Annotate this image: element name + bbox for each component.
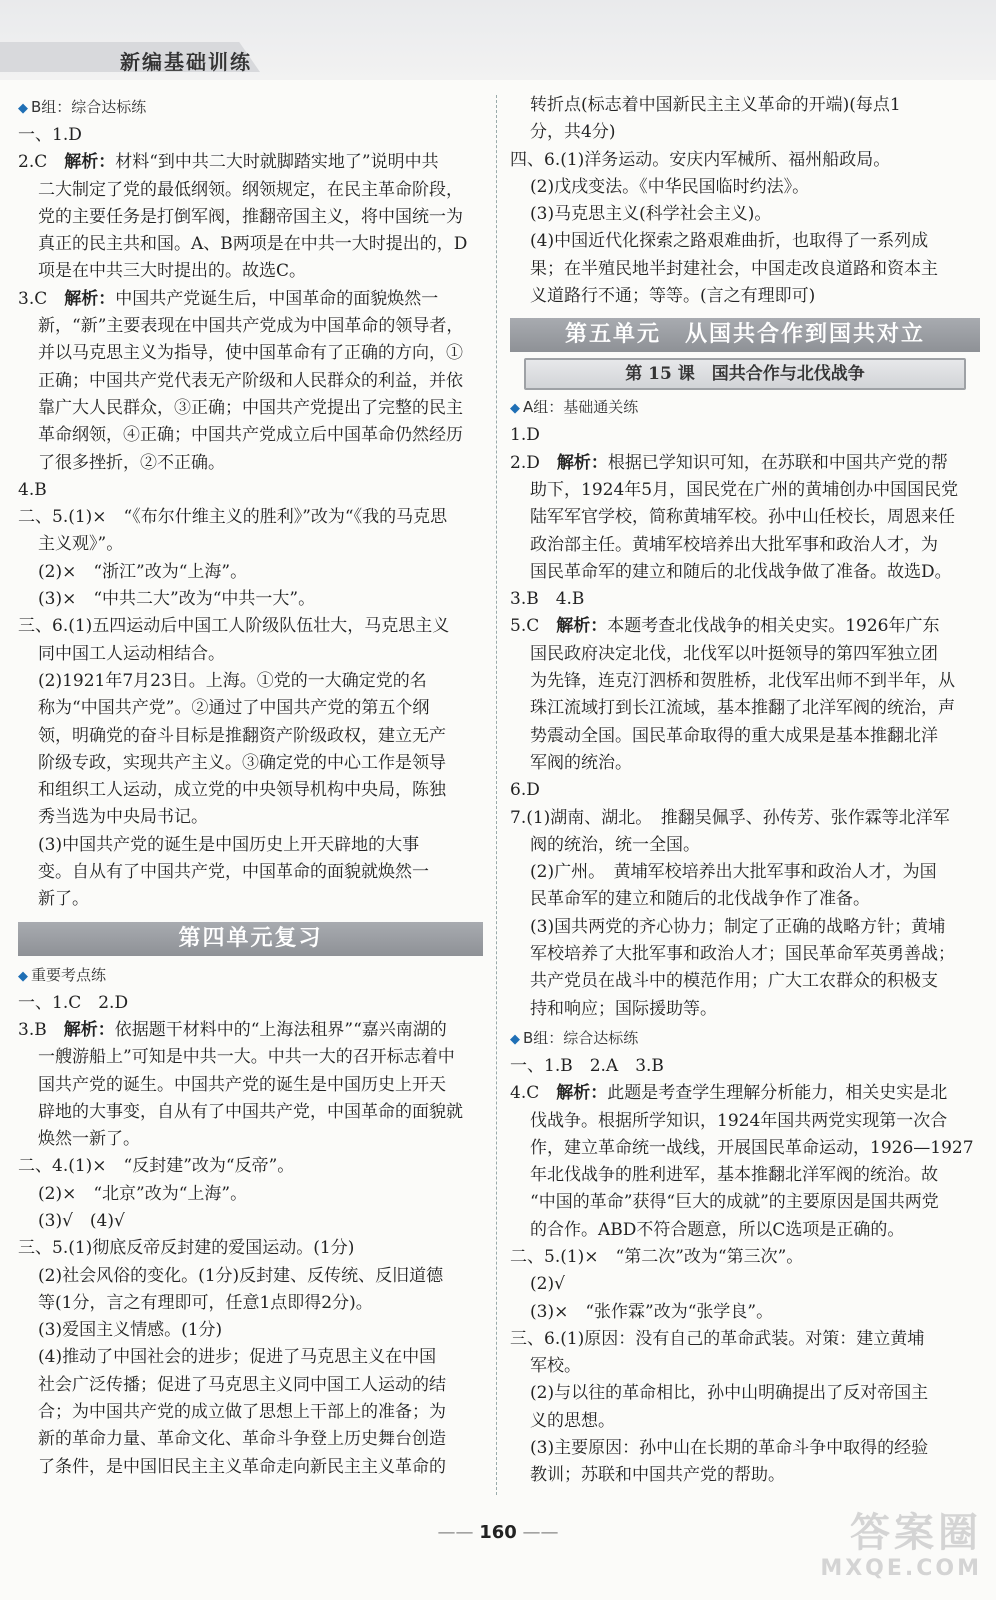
answer-line: 了很多挫折，②不正确。: [38, 452, 225, 473]
answer-line: 年北伐战争的胜利进军，基本推翻北洋军阀的统治。故: [530, 1165, 938, 1186]
answer-line: 4.B: [18, 479, 47, 500]
answer-line: 一、1.B 2.A 3.B: [510, 1055, 664, 1076]
answer-line: 果；在半殖民地半封建社会，中国走改良道路和资本主: [530, 258, 938, 279]
answer-line: (3)主要原因：孙中山在长期的革命斗争中取得的经验: [530, 1438, 929, 1459]
answer-line: (3)× “张作霖”改为“张学良”。: [530, 1301, 774, 1322]
answer-a5: 5.C 解析：本题考查北伐战争的相关史实。1926年广东: [510, 616, 940, 637]
answer-line: 二、5.(1)× “《布尔什维主义的胜利》”改为“《我的马克思: [18, 507, 448, 528]
answer-line: 等(1分，言之有理即可，任意1点即得2分)。: [38, 1292, 373, 1313]
answer-line: (4)中国近代化探索之路艰难曲折，也取得了一系列成: [530, 231, 929, 252]
answer-line: (2)社会风俗的变化。(1分)反封建、反传统、反旧道德: [38, 1265, 444, 1286]
diamond-icon: ◆: [18, 968, 28, 984]
answer-line: 社会广泛传播；促进了马克思主义同中国工人运动的结: [38, 1374, 446, 1395]
answer-line: 二、4.(1)× “反封建”改为“反帝”。: [18, 1156, 295, 1177]
answer-line: 一艘游船上”可知是中共一大。中共一大的召开标志着中: [38, 1047, 455, 1068]
answer-line: (3)中国共产党的诞生是中国历史上开天辟地的大事: [38, 834, 420, 855]
answer-line: 主义观》”。: [38, 534, 124, 555]
answer-line: “中国的革命”获得“巨大的成就”的主要原因是国共两党: [530, 1192, 939, 1213]
answer-line: (2)1921年7月23日。上海。①党的一大确定党的名: [38, 670, 427, 691]
answer-line: 秀当选为中央局书记。: [38, 807, 208, 828]
answer-b4: 4.C 解析：此题是考查学生理解分析能力，相关史实是北: [510, 1083, 948, 1104]
answer-line: (2)与以往的革命相比，孙中山明确提出了反对帝国主: [530, 1383, 929, 1404]
answer-line: 军阀的统治。: [530, 752, 632, 773]
answer-line: 党的主要任务是打倒军阀，推翻帝国主义，将中国统一为: [38, 206, 463, 227]
answer-line: 一、1.C 2.D: [18, 992, 129, 1013]
answer-line: 三、6.(1)五四运动后中国工人阶级队伍壮大，马克思主义: [18, 616, 450, 637]
answer-a2: 2.D 解析：根据已学知识可知，在苏联和中国共产党的帮: [510, 452, 948, 473]
answer-line: 并以马克思主义为指导，使中国革命有了正确的方向，①: [38, 343, 463, 364]
unit5-title: 第五单元 从国共合作到国共对立: [510, 318, 980, 352]
answer-line: 同中国工人运动相结合。: [38, 643, 225, 664]
answer-line: 新的革命力量、革命文化、革命斗争登上历史舞台创造: [38, 1429, 446, 1450]
watermark: [792, 1510, 982, 1590]
answer-line: 真正的民主共和国。A、B两项是在中共一大时提出的，D: [38, 234, 468, 255]
answer-line: (3)爱国主义情感。(1分): [38, 1320, 223, 1341]
answer-line: 伐战争。根据所学知识，1924年国共两党实现第一次合: [530, 1110, 948, 1131]
answer-line: 四、6.(1)洋务运动。安庆内军械所、福州船政局。: [510, 149, 891, 170]
answer-line: 三、5.(1)彻底反帝反封建的爱国运动。(1分): [18, 1238, 355, 1259]
answer-line: 阶级专政，实现共产主义。③确定党的中心工作是领导: [38, 752, 446, 773]
answer-line: 辟地的大事变，自从有了中国共产党，中国革命的面貌就: [38, 1101, 463, 1122]
answer-line: 靠广大人民群众，③正确；中国共产党提出了完整的民主: [38, 397, 463, 418]
left-column: [18, 92, 483, 1481]
answer-line: 持和响应；国际援助等。: [530, 998, 717, 1019]
answer-line: 民革命军的建立和随后的北伐战争作了准备。: [530, 889, 870, 910]
answer-line: 国共产党的诞生。中国共产党的诞生是中国历史上开天: [38, 1074, 446, 1095]
answer-line: 教训；苏联和中国共产党的帮助。: [530, 1465, 785, 1486]
answer-line: 义的思想。: [530, 1410, 615, 1431]
answer-line: 项是在中共三大时提出的。故选C。: [38, 261, 307, 282]
answer-line: (3)马克思主义(科学社会主义)。: [530, 204, 772, 225]
answer-line: 军校。: [530, 1356, 581, 1377]
answer-line: 了条件，是中国旧民主主义革命走向新民主主义革命的: [38, 1456, 446, 1477]
answer-line: 革命纲领，④正确；中国共产党成立后中国革命仍然经历: [38, 425, 463, 446]
answer-line: 共产党员在战斗中的模范作用；广大工农群众的积极支: [530, 971, 938, 992]
answer-line: 7.(1)湖南、湖北。 推翻吴佩孚、孙传芳、张作霖等北洋军: [510, 807, 950, 828]
diamond-icon: ◆: [510, 1031, 520, 1047]
answer-line: 领，明确党的奋斗目标是推翻资产阶级政权，建立无产: [38, 725, 446, 746]
answer-line: 1.D: [510, 425, 540, 446]
a-group-heading: ◆ A组：基础通关练: [510, 398, 639, 417]
answer-line: 的合作。ABD不符合题意，所以C选项是正确的。: [530, 1219, 905, 1240]
answer-line: 为先锋，连克汀泗桥和贺胜桥，北伐军出师不到半年，从: [530, 671, 955, 692]
answer-line: (2)戊戌变法。《中华民国临时约法》。: [530, 176, 810, 197]
page-number: —— 160 ——: [437, 1522, 559, 1543]
header-title: 新编基础训练: [120, 50, 252, 74]
answer-line: (2)× “北京”改为“上海”。: [38, 1183, 248, 1204]
answer-line: 势震动全国。国民革命取得的重大成果是基本推翻北洋: [530, 725, 938, 746]
answer-line: 国民革命军的建立和随后的北伐战争做了准备。故选D。: [530, 561, 952, 582]
diamond-icon: ◆: [510, 401, 520, 417]
answer-line: (3)√ (4)√: [38, 1210, 125, 1231]
answer-line: 3.B 4.B: [510, 589, 585, 610]
answer-line: 新了。: [38, 889, 89, 910]
b-group-heading: ◆ B组：综合达标练: [18, 98, 147, 116]
answer-line: 二大制定了党的最低纲领。纲领规定，在民主革命阶段，: [38, 179, 463, 200]
answer-line: (4)推动了中国社会的进步；促进了马克思主义在中国: [38, 1347, 437, 1368]
diamond-icon: ◆: [18, 101, 28, 116]
answer-line: 作，建立革命统一战线，开展国民革命运动，1926—1927: [530, 1137, 974, 1158]
answer-line: (2)× “浙江”改为“上海”。: [38, 561, 248, 582]
answer-line: 称为“中国共产党”。②通过了中国共产党的第五个纲: [38, 698, 430, 719]
unit4-review-title: 第四单元复习: [18, 922, 483, 956]
answer-line: 三、6.(1)原因：没有自己的革命武装。对策：建立黄埔: [510, 1328, 925, 1349]
answer-line: 助下，1924年5月，国民党在广州的黄埔创办中国国民党: [530, 479, 959, 500]
answer-line: 6.D: [510, 780, 540, 801]
answer-line: (2)√: [530, 1274, 565, 1295]
answer-line: 国民政府决定北伐，北伐军以叶挺领导的第四军独立团: [530, 643, 938, 664]
lesson15-title: 第 15 课 国共合作与北伐战争: [524, 358, 966, 390]
answer-line: 一、1.D: [18, 125, 82, 145]
answer-line: 义道路行不通；等等。(言之有理即可): [530, 286, 816, 307]
answer-line: 变。自从有了中国共产党，中国革命的面貌就焕然一: [38, 862, 429, 883]
right-column: [510, 92, 980, 1490]
answer-line: 焕然一新了。: [38, 1129, 140, 1150]
answer-k3: 3.B 解析：依据题干材料中的“上海法租界”“嘉兴南湖的: [18, 1019, 447, 1040]
answer-line: 转折点(标志着中国新民主主义革命的开端)(每点1: [530, 95, 901, 115]
answer-line: 新，“新”主要表现在中国共产党成为中国革命的领导者，: [38, 316, 464, 337]
answer-line: 政治部主任。黄埔军校培养出大批军事和政治人才，为: [530, 534, 938, 555]
answer-line: 二、5.(1)× “第二次”改为“第三次”。: [510, 1246, 804, 1267]
answer-line: 阀的统治，统一全国。: [530, 834, 700, 855]
answer-line: 分，共4分): [530, 122, 616, 143]
watermark-url: MXQE.COM: [820, 1556, 982, 1581]
key-points-heading: ◆ 重要考点练: [18, 965, 107, 984]
answer-line: (3)国共两党的齐心协力；制定了正确的战略方针；黄埔: [530, 916, 946, 937]
answer-line: 陆军军官学校，简称黄埔军校。孙中山任校长，周恩来任: [530, 507, 955, 528]
column-divider: [496, 95, 497, 1495]
answer-line: 珠江流域打到长江流域，基本推翻了北洋军阀的统治，声: [530, 698, 955, 719]
answer-line: 正确；中国共产党代表无产阶级和人民群众的利益，并依: [38, 370, 463, 391]
answer-line: 和组织工人运动，成立党的中央领导机构中央局，陈独: [38, 780, 446, 801]
answer-line: 军校培养了大批军事和政治人才；国民革命军英勇善战；: [530, 944, 955, 965]
b-group-heading-right: ◆ B组：综合达标练: [510, 1028, 639, 1047]
answer-q3: 3.C 解析：中国共产党诞生后，中国革命的面貌焕然一: [18, 288, 439, 309]
watermark-text: 答案圈: [850, 1510, 982, 1556]
page-header: [0, 0, 996, 80]
answer-line: (2)广州。 黄埔军校培养出大批军事和政治人才，为国: [530, 862, 937, 883]
answer-line: 合；为中国共产党的成立做了思想上干部上的准备；为: [38, 1402, 446, 1423]
answer-line: (3)× “中共二大”改为“中共一大”。: [38, 589, 316, 610]
answer-q2: 2.C 解析：材料“到中共二大时就脚踏实地了”说明中共: [18, 152, 439, 173]
